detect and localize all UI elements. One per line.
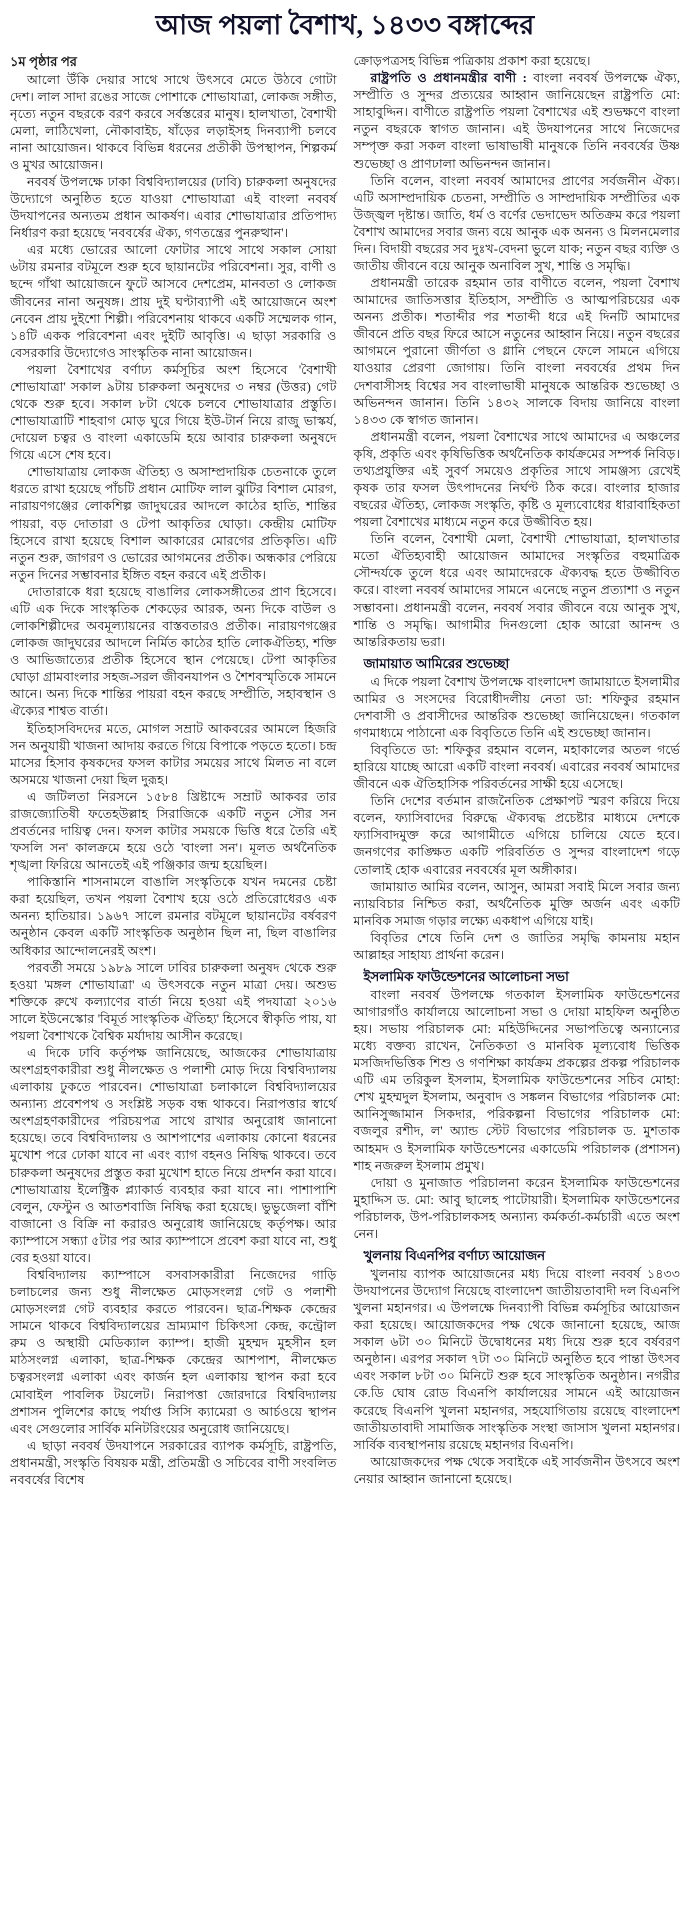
article-paragraph: বিশ্ববিদ্যালয় ক্যাম্পাসে বসবাসকারীরা নিজেদের গাড়ি চলাচলের জন্য শুধু নীলক্ষেত মোড়সংলগ্ন গেট ও পলাশী মোড়সংলগ্ন গেট ব্যবহার করতে পারবেন। ছাত্র-শিক্ষক কেন্দ্রের সামনে থাকবে বিশ্ববিদ্যালয়ের ভ্রাম্যমাণ চিকিৎসা কেন্দ্র, কন্ট্রোল রুম ও অস্থায়ী মেডিক্যাল ক্যাম্প। হাজী মুহম্মদ মুহসীন হল মাঠসংলগ্ন এলাকা, ছাত্র-শিক্ষক কেন্দ্রের আশপাশ, নীলক্ষেত চত্বরসংলগ্ন এলাকা এবং কার্জন হল এলাকায় স্থাপন করা হবে মোবাইল পাবলিক টয়লেট। নিরাপত্তা জোরদারে বিশ্ববিদ্যালয় প্রশাসন পুলিশের কাছে পর্যাপ্ত সিসি ক্যামেরা ও আর্চওয়ে স্থাপন এবং সেগুলোর সার্বিক মনিটরিংয়ের অনুরোধ জানিয়েছে। <box>10 1268 337 1436</box>
article-paragraph: পয়লা বৈশাখের বর্ণাঢ্য কর্মসূচির অংশ হিসেবে 'বৈশাখী শোভাযাত্রা' সকাল ৯টায় চারুকলা অনুষদের ৩ নম্বর (উত্তর) গেট থেকে শুরু হবে। সকাল ৮টা থেকে চলবে শোভাযাত্রার প্রস্তুতি। শোভাযাত্রাটি শাহবাগ মোড় ঘুরে গিয়ে ইউ-টার্ন নিয়ে রাজু ভাস্কর্য, দোয়েল চত্বর ও বাংলা একাডেমি হয়ে আবার চারুকলা অনুষদে গিয়ে এসে শেষ হবে। <box>10 362 337 463</box>
bani-lead-paragraph <box>354 70 681 172</box>
section-heading-islamic-foundation: ইসলামিক ফাউন্ডেশনের আলোচনা সভা <box>363 968 569 984</box>
article-paragraph: তিনি দেশের বর্তমান রাজনৈতিক প্রেক্ষাপট স্মরণ করিয়ে দিয়ে বলেন, ফ্যাসিবাদের বিরুদ্ধে ঐক্যবদ্ধ প্রচেষ্টার মাধ্যমে দেশকে ফ্যাসিবাদমুক্ত করে আগামীতে এগিয়ে চালিয়ে যেতে হবে। জনগণের কাঙ্ক্ষিত একটি পরিবর্তিত ও সুন্দর বাংলাদেশ গড়ে তোলাই হোক এবারের নববর্ষের মূল অঙ্গীকার। <box>353 794 680 877</box>
article-paragraph: এ দিকে পয়লা বৈশাখ উপলক্ষে বাংলাদেশ জামায়াতে ইসলামীর আমির ও সংসদের বিরোধীদলীয় নেতা ডা: শফিকুর রহমান দেশবাসী ও প্রবাসীদের আন্তরিক শুভেচ্ছা জানিয়েছেন। গতকাল গণমাধ্যমে পাঠানো এক বিবৃতিতে তিনি এই শুভেচ্ছা জানান। <box>353 674 680 740</box>
section-heading-khulna-bnp: খুলনায় বিএনপির বর্ণাঢ্য আয়োজন <box>363 1248 546 1264</box>
article-paragraph: নববর্ষ উপলক্ষে ঢাকা বিশ্ববিদ্যালয়ের (ঢাবি) চারুকলা অনুষদের উদ্যোগে অনুষ্ঠিত হতে যাওয়া শোভাযাত্রা এই বাংলা নববর্ষ উদযাপনের অন্যতম প্রধান আকর্ষণ। এবার শোভাযাত্রার প্রতিপাদ্য নির্ধারণ করা হয়েছে 'নববর্ষের ঐক্য, গণতন্ত্রের পুনরুত্থান'। <box>10 175 337 241</box>
article-paragraph: বিবৃতির শেষে তিনি দেশ ও জাতির সমৃদ্ধি কামনায় মহান আল্লাহর সাহায্য প্রার্থনা করেন। <box>353 930 680 962</box>
paragraph-text: বাংলা নববর্ষ উপলক্ষে ঐক্য, সম্প্রীতি ও সুন্দর প্রত্যয়ের আহ্বান জানিয়েছেন রাষ্ট্রপতি মো: সাহাবুদ্দিন। বাণীতে রাষ্ট্রপতি পয়লা বৈশাখের এই শুভক্ষণে বাংলা নতুন বছরকে স্বাগত জানান। এই উদযাপনের সাথে নিজেদের সম্পৃক্ত করা সকল বাংলা ভাষাভাষী মানুষকে তিনি নববর্ষের উষ্ণ শুভেচ্ছা ও প্রাণঢালা অভিনন্দন জানান। <box>353 71 680 171</box>
article-paragraph: তিনি বলেন, বাংলা নববর্ষ আমাদের প্রাণের সর্বজনীন ঐক্য। এটি অসাম্প্রদায়িক চেতনা, সম্প্রীতি ও সাম্প্রদায়িক সম্প্রীতির এক উজ্জ্বল দৃষ্টান্ত। জাতি, ধর্ম ও বর্ণের ভেদাভেদ অতিক্রম করে পয়লা বৈশাখ আমাদের সবার জন্য বয়ে আনুক এক অনন্য ও মিলনমেলার দিন। বিদায়ী বছরের সব দুঃখ-বেদনা ভুলে যাক; নতুন বছর ব্যক্তি ও জাতীয় জীবনে বয়ে আনুক অনাবিল সুখ, শান্তি ও সমৃদ্ধি। <box>353 173 680 273</box>
article-paragraph: এ দিকে ঢাবি কর্তৃপক্ষ জানিয়েছে, আজকের শোভাযাত্রায় অংশগ্রহণকারীরা শুধু নীলক্ষেত ও পলাশী মোড় দিয়ে বিশ্ববিদ্যালয় এলাকায় ঢুকতে পারবেন। শোভাযাত্রা চলাকালে বিশ্ববিদ্যালয়ের অন্যান্য প্রবেশপথ ও সংশ্লিষ্ট সড়ক বন্ধ থাকবে। নিরাপত্তার স্বার্থে অংশগ্রহণকারীদের পরিচয়পত্র সাথে রাখার অনুরোধ জানানো হয়েছে। তবে বিশ্ববিদ্যালয় ও আশপাশের এলাকায় কোনো ধরনের মুখোশ পরে ঢোকা যাবে না এবং ব্যাগ বহনও নিষিদ্ধ থাকবে। তবে চারুকলা অনুষদের প্রস্তুত করা মুখোশ হাতে নিয়ে প্রদর্শন করা যাবে। শোভাযাত্রায় ইলেক্ট্রিক প্ল্যাকার্ড ব্যবহার করা যাবে না। পাশাপাশি বেলুন, ফেস্টুন ও আতশবাজি নিষিদ্ধ করা হয়েছে। ভুভুজেলা বাঁশি বাজানো ও বিক্রি না করারও অনুরোধ জানিয়েছে কর্তৃপক্ষ। আর ক্যাম্পাসে সন্ধ্যা ৫টার পর আর ক্যাম্পাসে প্রবেশ করা যাবে না, শুধু বের হওয়া যাবে। <box>10 1045 337 1265</box>
inline-section-label: রাষ্ট্রপতি ও প্রধানমন্ত্রীর বাণী : <box>370 71 527 86</box>
article-paragraph: এ ছাড়া নববর্ষ উদযাপনে সরকারের ব্যাপক কর্মসূচি, রাষ্ট্রপতি, প্রধানমন্ত্রী, সংস্কৃতি বিষয়ক মন্ত্রী, প্রতিমন্ত্রী ও সচিবের বাণী সংবলিত নববর্ষের বিশেষ <box>10 1438 337 1487</box>
article-paragraph: দোতারাকে ধরা হয়েছে বাঙালির লোকসঙ্গীতের প্রাণ হিসেবে। এটি এক দিকে সাংস্কৃতিক শেকড়ের আরক, অন্য দিকে বাউল ও লোকশিল্পীদের অবমূল্যায়নের বাস্তবতারও প্রতীক। নারায়ণগঞ্জের লোকজ জাদুঘরের আদলে নির্মিত কাঠের হাতি লোকঐতিহ্য, শক্তি ও আভিজাত্যের প্রতীক হিসেবে স্থান পেয়েছে। টেপা আকৃতির ঘোড়া গ্রামবাংলার সহজ-সরল জীবনযাপন ও শৈশবস্মৃতিকে সামনে আনে। অন্য দিকে শান্তির পায়রা বহন করছে সম্প্রীতি, সহাবস্থান ও ঐক্যের শাশ্বত বার্তা। <box>10 584 337 719</box>
article-paragraph: প্রধানমন্ত্রী তারেক রহমান তার বাণীতে বলেন, পয়লা বৈশাখ আমাদের জাতিসত্তার ইতিহাস, সম্প্রীতি ও আত্মপরিচয়ের এক অনন্য প্রতীক। শতাব্দীর পর শতাব্দী ধরে এই দিনটি আমাদের জীবনে প্রতি বছর ফিরে আসে নতুনের আহ্বান নিয়ে। নতুন বছরের আগমনে পুরানো জীর্ণতা ও গ্লানি পেছনে ফেলে সামনে এগিয়ে যাওয়ার প্রেরণা জোগায়। তিনি বাংলা নববর্ষের প্রথম দিন দেশবাসীসহ বিশ্বের সব বাংলাভাষী মানুষকে আন্তরিক শুভেচ্ছা ও অভিনন্দন জানান। তিনি ১৪৩২ সালকে বিদায় জানিয়ে বাংলা ১৪৩৩ কে স্বাগত জানান। <box>353 276 680 427</box>
article-paragraph: বিবৃতিতে ডা: শফিকুর রহমান বলেন, মহাকালের অতল গর্ভে হারিয়ে যাচ্ছে আরো একটি বাংলা নববর্ষ। এবারের নববর্ষ আমাদের জীবনে এক ঐতিহাসিক পরিবর্তনের সাক্ষী হয়ে এসেছে। <box>353 742 680 792</box>
continued-from-label: ১ম পৃষ্ঠার পর <box>10 54 77 70</box>
article-paragraph: এর মধ্যে ভোরের আলো ফোটার সাথে সাথে সকাল সোয়া ৬টায় রমনার বটমূলে শুরু হবে ছায়ানটের পরিবেশনা। সুর, বাণী ও ছন্দে গাঁথা আয়োজনে ফুটে আসবে দেশপ্রেম, মানবতা ও লোকজ জীবনের নানা অনুষঙ্গ। প্রায় দুই ঘণ্টাব্যাপী এই আয়োজনে অংশ নেবেন প্রায় দুইশো শিল্পী। পরিবেশনায় থাকবে একটি সম্মেলক গান, ১৪টি একক পরিবেশনা এবং দুইটি আবৃত্তি। এ ছাড়া সরকারি ও বেসরকারি উদ্যোগেও সাংস্কৃতিক নানা আয়োজন। <box>10 243 337 360</box>
article-paragraph: দোয়া ও মুনাজাত পরিচালনা করেন ইসলামিক ফাউন্ডেশনের মুহাদ্দিস ড. মো: আবু ছালেহ পাটোয়ারী। ইসলামিক ফাউন্ডেশনের পরিচালক, উপ-পরিচালকসহ অন্যান্য কর্মকর্তা-কর্মচারী এতে অংশ নেন। <box>353 1175 680 1241</box>
article-paragraph: আলো উঁকি দেয়ার সাথে সাথে উৎসবে মেতে উঠবে গোটা দেশ। লাল সাদা রঙের সাজে পোশাকে শোভাযাত্রা, লোকজ সঙ্গীত, নৃত্যে নতুন বছরকে বরণ করবে সর্বস্তরের মানুষ। হালখাতা, বৈশাখী মেলা, লাঠিখেলা, নৌকাবাইচ, ষাঁড়ের লড়াইসহ দিনব্যাপী চলবে নানা আয়োজন। থাকবে বিভিন্ন ধরনের প্রতীকী উপস্থাপন, শিল্পকর্ম ও মুখর আয়োজন। <box>10 72 337 172</box>
article-paragraph: তিনি বলেন, বৈশাখী মেলা, বৈশাখী শোভাযাত্রা, হালখাতার মতো ঐতিহ্যবাহী আয়োজন আমাদের সংস্কৃতির বহুমাত্রিক সৌন্দর্যকে তুলে ধরে এবং আমাদেরকে ঐক্যবদ্ধ হতে উজ্জীবিত করে। বাংলা নববর্ষ আমাদের সামনে এনেছে নতুন প্রত্যাশা ও নতুন সম্ভাবনা। প্রধানমন্ত্রী বলেন, নববর্ষ সবার জীবনে বয়ে আনুক সুখ, শান্তি ও সমৃদ্ধি। আগামীর দিনগুলো হোক আরো আনন্দ ও আন্তরিকতায় ভরা। <box>353 532 680 649</box>
article-paragraph: এ জটিলতা নিরসনে ১৫৮৪ খ্রিষ্টাব্দে সম্রাট আকবর তার রাজজ্যোতিষী ফতেহউল্লাহ সিরাজিকে একটি নতুন সৌর সন প্রবর্তনের দায়িত্ব দেন। ফসল কাটার সময়কে ভিত্তি ধরে তৈরি এই 'ফসলি সন' কালক্রমে হয়ে ওঠে 'বাংলা সন'। মূলত অর্থনৈতিক শৃঙ্খলা ফিরিয়ে আনতেই এই পঞ্জিকার জন্ম হয়েছিল। <box>10 789 337 873</box>
article-paragraph: আয়োজকদের পক্ষ থেকে সবাইকে এই সার্বজনীন উৎসবে অংশ নেয়ার আহ্বান জানানো হয়েছে। <box>353 1454 680 1486</box>
article-paragraph: পরবর্তী সময়ে ১৯৮৯ সালে ঢাবির চারুকলা অনুষদ থেকে শুরু হওয়া 'মঙ্গল শোভাযাত্রা' এ উৎসবকে নতুন মাত্রা দেয়। অশুভ শক্তিকে রুখে কল্যাণের বার্তা নিয়ে হওয়া এই পদযাত্রা ২০১৬ সালে ইউনেস্কোর 'বিমূর্ত সাংস্কৃতিক ঐতিহ্য' হিসেবে স্বীকৃতি পায়, যা পয়লা বৈশাখকে বৈশ্বিক মর্যাদায় আসীন করেছে। <box>10 960 337 1043</box>
article-paragraph: শোভাযাত্রায় লোকজ ঐতিহ্য ও অসাম্প্রদায়িক চেতনাকে তুলে ধরতে রাখা হয়েছে পাঁচটি প্রধান মোটিফ লাল ঝুটির বিশাল মোরগ, নারায়ণগঞ্জের লোকশিল্প জাদুঘরের আদলে কাঠের হাতি, শান্তির পায়রা, বড় দোতারা ও টেপা আকৃতির ঘোড়া। কেন্দ্রীয় মোটিফ হিসেবে রাখা হয়েছে বিশাল আকারের মোরগের প্রতিকৃতি। এটি নতুন শুরু, জাগরণ ও ভোরের আগমনের প্রতীক। অন্ধকার পেরিয়ে নতুন দিনের সম্ভাবনার ইঙ্গিত বহন করবে এই প্রতীক। <box>10 465 337 582</box>
section-heading-jamaat: জামায়াত আমিরের শুভেচ্ছা <box>363 655 510 671</box>
article-headline: আজ পয়লা বৈশাখ, ১৪৩৩ বঙ্গাব্দের <box>155 10 535 40</box>
article-body <box>10 53 680 1489</box>
carryover-paragraph: ক্রোড়পত্রসহ বিভিন্ন পত্রিকায় প্রকাশ করা হয়েছে। <box>353 54 591 69</box>
article-paragraph: জামায়াত আমির বলেন, আসুন, আমরা সবাই মিলে সবার জন্য ন্যায়বিচার নিশ্চিত করা, অর্থনৈতিক মুক্তি অর্জন এবং একটি মানবিক সমাজ গড়ার লক্ষ্যে একধাপ এগিয়ে যাই। <box>353 879 680 928</box>
article-paragraph: খুলনায় ব্যাপক আয়োজনের মধ্য দিয়ে বাংলা নববর্ষ ১৪৩৩ উদযাপনের উদ্যোগ নিয়েছে বাংলাদেশ জাতীয়তাবাদী দল বিএনপি খুলনা মহানগর। এ উপলক্ষে দিনব্যাপী বিভিন্ন কর্মসূচির আয়োজন করা হয়েছে। আয়োজকদের পক্ষ থেকে জানানো হয়েছে, আজ সকাল ৬টা ৩০ মিনিটে উদ্বোধনের মধ্য দিয়ে শুরু হবে বর্ষবরণ অনুষ্ঠান। এরপর সকাল ৭টা ৩০ মিনিটে অনুষ্ঠিত হবে পান্তা উৎসব এবং সকাল ৮টা ৩০ মিনিটে শুরু হবে সাংস্কৃতিক অনুষ্ঠান। নগরীর কে.ডি ঘোষ রোড বিএনপি কার্যালয়ের সামনে এই আয়োজন করেছে বিএনপি খুলনা মহানগর, সহযোগিতায় রয়েছে বাংলাদেশ জাতীয়তাবাদী সামাজিক সাংস্কৃতিক সংস্থা জাসাস খুলনা মহানগর। সার্বিক ব্যবস্থাপনায় রয়েছে মহানগর বিএনপি। <box>353 1266 680 1452</box>
article-paragraph: ইতিহাসবিদদের মতে, মোগল সম্রাট আকবরের আমলে হিজরি সন অনুযায়ী খাজনা আদায় করতে গিয়ে বিপাকে পড়তে হতো। চন্দ্র মাসের হিসাব কৃষকদের ফসল কাটার সময়ের সাথে মিলত না বলে অসময়ে খাজনা দেয়া ছিল দুরূহ। <box>10 721 337 787</box>
article-column-right <box>354 53 681 1488</box>
article-column-left <box>10 53 337 1489</box>
article-paragraph: পাকিস্তানি শাসনামলে বাঙালি সংস্কৃতিকে যখন দমনের চেষ্টা করা হয়েছিল, তখন পয়লা বৈশাখ হয়ে ওঠে প্রতিরোধেরও এক অনন্য হাতিয়ার। ১৯৬৭ সালে রমনার বটমূলে ছায়ানটের বর্ষবরণ অনুষ্ঠান কেবল একটি সাংস্কৃতিক অনুষ্ঠান ছিল না, ছিল বাঙালির অধিকার আন্দোলনেরই অংশ। <box>10 875 337 958</box>
article-paragraph: প্রধানমন্ত্রী বলেন, পয়লা বৈশাখের সাথে আমাদের এ অঞ্চলের কৃষি, প্রকৃতি এবং কৃষিভিত্তিক অর্থনৈতিক কার্যক্রমের সম্পর্ক নিবিড়। তথ্যপ্রযুক্তির এই সুবর্ণ সময়েও প্রকৃতির সাথে সামঞ্জস্য রেখেই কৃষক তার ফসল উৎপাদনের নির্ঘণ্ট ঠিক করে। বাংলার হাজার বছরের ঐতিহ্য, লোকজ সংস্কৃতি, কৃষ্টি ও মূল্যবোধের ধারাবাহিকতা পয়লা বৈশাখের মাধ্যমে নতুন করে উজ্জীবিত হয়। <box>353 429 680 530</box>
article-paragraph: বাংলা নববর্ষ উপলক্ষে গতকাল ইসলামিক ফাউন্ডেশনের আগারগাঁও কার্যালয়ে আলোচনা সভা ও দোয়া মাহফিল অনুষ্ঠিত হয়। সভায় পরিচালক মো: মহিউদ্দিনের সভাপতিত্বে অন্যান্যের মধ্যে বক্তব্য রাখেন, নৈতিকতা ও মানবিক মূল্যবোধ ভিত্তিক মসজিদভিত্তিক শিশু ও গণশিক্ষা কার্যক্রম প্রকল্পের প্রকল্প পরিচালক এটি এম তরিকুল ইসলাম, ইসলামিক ফাউন্ডেশনের সচিব মোহা: শেখ মুহম্মদুল ইসলাম, অনুবাদ ও সঙ্কলন বিভাগের পরিচালক মো: আনিসুজ্জামান সিকদার, পরিকল্পনা বিভাগের পরিচালক মো: বজলুর রশীদ, ল' অ্যান্ড স্টেট বিভাগের পরিচালক ড. মুশতাক আহমদ ও ইসলামিক ফাউন্ডেশনের একাডেমি পরিচালক (প্রশাসন) শাহ নজরুল ইসলাম প্রমুখ। <box>353 987 680 1173</box>
